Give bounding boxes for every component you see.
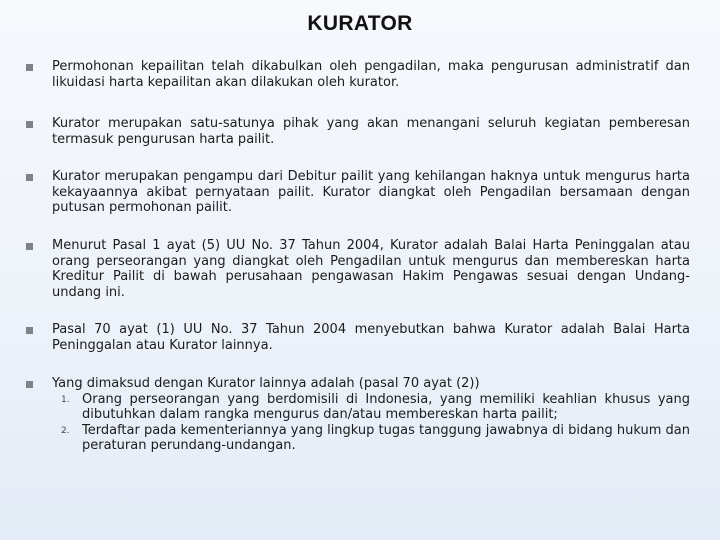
bullet-text: Kurator merupakan pengampu dari Debitur pailit yang kehilangan haknya untuk mengurus harta kekayaannya akibat pernyataan pailit. Kurator diangkat oleh Pengadilan bersamaan dengan putusan permohonan pailit. [52, 169, 690, 215]
square-bullet-icon [26, 121, 33, 128]
bullet-text: Permohonan kepailitan telah dikabulkan oleh pengadilan, maka pengurusan administratif dan likuidasi harta kepailitan akan dilakukan oleh kurator. [52, 59, 690, 90]
bullet-intro: Yang dimaksud dengan Kurator lainnya adalah (pasal 70 ayat (2)) [52, 376, 480, 391]
sub-list-item [52, 423, 690, 454]
sub-list-number: 2. [61, 425, 70, 436]
sub-list-number: 1. [61, 394, 70, 405]
bullet-text: Kurator merupakan satu-satunya pihak yang akan menangani seluruh kegiatan pemberesan termasuk pengurusan harta pailit. [52, 116, 690, 147]
square-bullet-icon [26, 174, 33, 181]
square-bullet-icon [26, 327, 33, 334]
slide-title: KURATOR [307, 12, 413, 35]
sub-list-item [52, 392, 690, 423]
sub-list-text: Terdaftar pada kementeriannya yang lingkup tugas tanggung jawabnya di bidang hukum dan peraturan perundang-undangan. [82, 422, 690, 453]
bullet-text: Pasal 70 ayat (1) UU No. 37 Tahun 2004 menyebutkan bahwa Kurator adalah Balai Harta Peninggalan atau Kurator lainnya. [52, 322, 690, 353]
sub-list-text: Orang perseorangan yang berdomisili di Indonesia, yang memiliki keahlian khusus yang dibutuhkan dalam rangka mengurus dan/atau membereskan harta pailit; [82, 391, 690, 422]
bullet-text: Menurut Pasal 1 ayat (5) UU No. 37 Tahun 2004, Kurator adalah Balai Harta Peninggalan atau orang perseorangan yang diangkat oleh Pengadilan untuk mengurus dan membereskan harta Kreditur Pailit di bawah perusahaan pengawasan Hakim Pengawas sesuai dengan Undang-undang ini. [52, 238, 690, 300]
square-bullet-icon [26, 381, 33, 388]
bullet-text [52, 376, 690, 454]
numbered-sub-list [52, 392, 690, 454]
square-bullet-icon [26, 64, 33, 71]
square-bullet-icon [26, 243, 33, 250]
